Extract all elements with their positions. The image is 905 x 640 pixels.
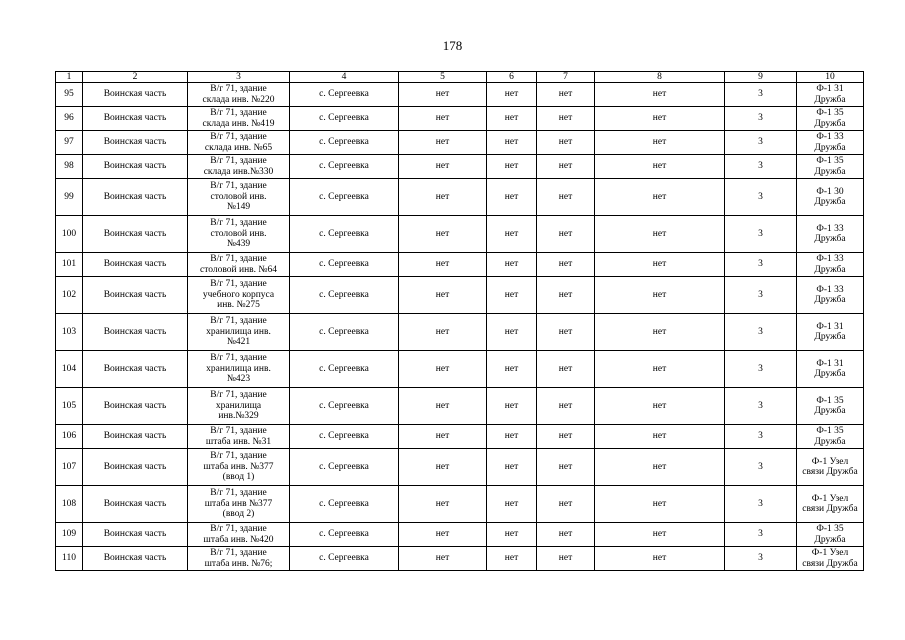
page-number: 178: [442, 38, 463, 53]
cell-line: Дружба: [814, 534, 846, 545]
location: с. Сергеевка: [290, 351, 399, 388]
col9-value: 3: [725, 449, 797, 486]
row-number: 110: [56, 547, 83, 571]
location: с. Сергеевка: [290, 449, 399, 486]
cell-line: Дружба: [814, 197, 846, 207]
object-name: [188, 351, 290, 388]
col5-value: нет: [399, 253, 487, 277]
cell-line: Ф-1 31: [816, 84, 844, 94]
cell-line: Ф-1 Узел: [811, 493, 849, 504]
row-number: 108: [56, 486, 83, 523]
col6-value: нет: [487, 216, 537, 253]
cell-line: №421: [226, 337, 251, 348]
col5-value: нет: [399, 547, 487, 571]
col6-value: нет: [487, 107, 537, 131]
col7-value: нет: [537, 449, 595, 486]
cell-line: Ф-1 33: [816, 132, 844, 142]
object-type: Воинская часть: [83, 216, 188, 253]
col5-value: нет: [399, 107, 487, 131]
object-type: Воинская часть: [83, 425, 188, 449]
col6-value: нет: [487, 523, 537, 547]
col7-value: нет: [537, 131, 595, 155]
column-header: 8: [595, 72, 725, 83]
col5-value: нет: [399, 523, 487, 547]
feeder: [797, 107, 864, 131]
col8-value: нет: [595, 216, 725, 253]
cell-line: склада инв.№330: [203, 166, 274, 177]
cell-line: Дружба: [814, 264, 846, 275]
table-row: [56, 486, 864, 523]
row-number: 101: [56, 253, 83, 277]
cell-line: Дружба: [814, 118, 846, 129]
row-number: 98: [56, 155, 83, 179]
col9-value: 3: [725, 277, 797, 314]
col9-value: 3: [725, 107, 797, 131]
col5-value: нет: [399, 351, 487, 388]
cell-line: хранилища инв.: [206, 363, 271, 374]
object-type: Воинская часть: [83, 107, 188, 131]
row-number: 102: [56, 277, 83, 314]
cell-line: Дружба: [814, 436, 846, 447]
column-header: 7: [537, 72, 595, 83]
cell-line: В/г 71, здание: [210, 132, 267, 142]
table-row: [56, 547, 864, 571]
object-type: Воинская часть: [83, 83, 188, 107]
cell-line: В/г 71, здание: [210, 390, 267, 401]
col8-value: нет: [595, 351, 725, 388]
col7-value: нет: [537, 253, 595, 277]
column-header: 2: [83, 72, 188, 83]
column-header: 6: [487, 72, 537, 83]
col8-value: нет: [595, 155, 725, 179]
col8-value: нет: [595, 253, 725, 277]
feeder: [797, 523, 864, 547]
object-type: Воинская часть: [83, 449, 188, 486]
location: с. Сергеевка: [290, 83, 399, 107]
col9-value: 3: [725, 388, 797, 425]
col6-value: нет: [487, 277, 537, 314]
location: с. Сергеевка: [290, 547, 399, 571]
cell-line: Дружба: [814, 332, 846, 342]
col6-value: нет: [487, 83, 537, 107]
cell-line: Дружба: [814, 234, 846, 244]
cell-line: В/г 71, здание: [210, 279, 267, 290]
col9-value: 3: [725, 83, 797, 107]
feeder: [797, 351, 864, 388]
object-type: Воинская часть: [83, 253, 188, 277]
object-name: [188, 425, 290, 449]
row-number: 97: [56, 131, 83, 155]
object-type: Воинская часть: [83, 547, 188, 571]
feeder: [797, 253, 864, 277]
col5-value: нет: [399, 486, 487, 523]
col7-value: нет: [537, 314, 595, 351]
col7-value: нет: [537, 425, 595, 449]
row-number: 106: [56, 425, 83, 449]
col9-value: 3: [725, 523, 797, 547]
col8-value: нет: [595, 83, 725, 107]
object-name: [188, 547, 290, 571]
col6-value: нет: [487, 253, 537, 277]
cell-line: штаба инв. №31: [205, 436, 272, 447]
feeder: [797, 179, 864, 216]
column-header: 1: [56, 72, 83, 83]
feeder: [797, 216, 864, 253]
col8-value: нет: [595, 547, 725, 571]
col6-value: нет: [487, 425, 537, 449]
col6-value: нет: [487, 131, 537, 155]
cell-line: связи Дружба: [802, 504, 858, 514]
cell-line: Дружба: [814, 166, 846, 177]
cell-line: склада инв. №65: [204, 142, 273, 153]
col7-value: нет: [537, 523, 595, 547]
col6-value: нет: [487, 155, 537, 179]
row-number: 107: [56, 449, 83, 486]
object-type: Воинская часть: [83, 486, 188, 523]
col5-value: нет: [399, 155, 487, 179]
table-row: [56, 277, 864, 314]
cell-line: Ф-1 35: [816, 156, 844, 166]
col5-value: нет: [399, 425, 487, 449]
col5-value: нет: [399, 277, 487, 314]
object-name: [188, 107, 290, 131]
object-name: [188, 83, 290, 107]
location: с. Сергеевка: [290, 179, 399, 216]
table-body: [56, 72, 864, 571]
table-row: [56, 351, 864, 388]
cell-line: Дружба: [814, 369, 846, 379]
table-row: [56, 253, 864, 277]
row-number: 96: [56, 107, 83, 131]
table-row: [56, 83, 864, 107]
cell-line: штаба инв. №377: [203, 461, 274, 472]
col9-value: 3: [725, 314, 797, 351]
cell-line: В/г 71, здание: [210, 451, 267, 462]
col7-value: нет: [537, 107, 595, 131]
location: с. Сергеевка: [290, 107, 399, 131]
column-header: 5: [399, 72, 487, 83]
col7-value: нет: [537, 179, 595, 216]
feeder: [797, 388, 864, 425]
row-number: 104: [56, 351, 83, 388]
table-row: [56, 179, 864, 216]
location: с. Сергеевка: [290, 216, 399, 253]
cell-line: Ф-1 31: [816, 358, 844, 369]
cell-line: В/г 71, здание: [210, 108, 267, 118]
cell-line: В/г 71, здание: [210, 84, 267, 94]
object-type: Воинская часть: [83, 277, 188, 314]
table-row: [56, 131, 864, 155]
cell-line: хранилища инв.: [206, 326, 271, 337]
location: с. Сергеевка: [290, 277, 399, 314]
cell-line: инв.№329: [218, 411, 259, 422]
cell-line: №149: [226, 202, 251, 213]
table-row: [56, 155, 864, 179]
cell-line: склада инв. №419: [202, 118, 275, 129]
location: с. Сергеевка: [290, 131, 399, 155]
feeder: [797, 155, 864, 179]
cell-line: Ф-1 35: [816, 524, 844, 534]
cell-line: связи Дружба: [802, 467, 858, 477]
object-type: Воинская часть: [83, 155, 188, 179]
feeder: [797, 449, 864, 486]
object-type: Воинская часть: [83, 523, 188, 547]
col5-value: нет: [399, 388, 487, 425]
location: с. Сергеевка: [290, 253, 399, 277]
cell-line: столовой инв.: [210, 228, 267, 239]
object-name: [188, 277, 290, 314]
object-name: [188, 314, 290, 351]
cell-line: штаба инв. №76;: [204, 558, 273, 569]
col9-value: 3: [725, 547, 797, 571]
col5-value: нет: [399, 449, 487, 486]
cell-line: Дружба: [814, 94, 846, 105]
col9-value: 3: [725, 253, 797, 277]
column-header: 10: [797, 72, 864, 83]
column-header: 3: [188, 72, 290, 83]
location: с. Сергеевка: [290, 314, 399, 351]
col6-value: нет: [487, 388, 537, 425]
cell-line: Дружба: [814, 295, 846, 305]
col8-value: нет: [595, 388, 725, 425]
object-name: [188, 216, 290, 253]
row-number: 105: [56, 388, 83, 425]
col8-value: нет: [595, 131, 725, 155]
feeder: [797, 131, 864, 155]
object-name: [188, 449, 290, 486]
cell-line: Ф-1 35: [816, 395, 844, 406]
col9-value: 3: [725, 179, 797, 216]
col6-value: нет: [487, 449, 537, 486]
cell-line: штаба инв №377: [204, 498, 273, 509]
cell-line: столовой инв. №64: [200, 264, 277, 275]
column-header: 9: [725, 72, 797, 83]
col5-value: нет: [399, 314, 487, 351]
object-type: Воинская часть: [83, 314, 188, 351]
object-type: Воинская часть: [83, 179, 188, 216]
col8-value: нет: [595, 277, 725, 314]
cell-line: №439: [226, 239, 251, 250]
col8-value: нет: [595, 486, 725, 523]
cell-line: В/г 71, здание: [210, 353, 267, 364]
location: с. Сергеевка: [290, 425, 399, 449]
table-row: [56, 216, 864, 253]
cell-line: инв. №275: [217, 300, 260, 311]
col7-value: нет: [537, 83, 595, 107]
cell-line: хранилища: [215, 400, 262, 411]
col6-value: нет: [487, 486, 537, 523]
col7-value: нет: [537, 351, 595, 388]
cell-line: учебного корпуса: [202, 289, 275, 300]
table-row: [56, 314, 864, 351]
cell-line: (ввод 2): [222, 509, 255, 520]
location: с. Сергеевка: [290, 486, 399, 523]
table-row: [56, 523, 864, 547]
object-type: Воинская часть: [83, 388, 188, 425]
col8-value: нет: [595, 425, 725, 449]
col5-value: нет: [399, 83, 487, 107]
col5-value: нет: [399, 131, 487, 155]
col6-value: нет: [487, 314, 537, 351]
col7-value: нет: [537, 388, 595, 425]
col8-value: нет: [595, 449, 725, 486]
col6-value: нет: [487, 547, 537, 571]
col9-value: 3: [725, 216, 797, 253]
cell-line: В/г 71, здание: [210, 156, 267, 166]
cell-line: В/г 71, здание: [210, 181, 267, 192]
cell-line: Ф-1 31: [816, 321, 844, 332]
cell-line: Ф-1 Узел: [811, 548, 849, 558]
object-name: [188, 155, 290, 179]
object-name: [188, 131, 290, 155]
cell-line: Ф-1 Узел: [811, 456, 849, 467]
col9-value: 3: [725, 425, 797, 449]
cell-line: склада инв. №220: [202, 94, 275, 105]
object-type: Воинская часть: [83, 131, 188, 155]
col6-value: нет: [487, 351, 537, 388]
cell-line: В/г 71, здание: [210, 548, 267, 558]
cell-line: В/г 71, здание: [210, 426, 267, 436]
object-name: [188, 523, 290, 547]
row-number: 100: [56, 216, 83, 253]
col7-value: нет: [537, 547, 595, 571]
col9-value: 3: [725, 155, 797, 179]
table-header-row: [56, 72, 864, 83]
cell-line: столовой инв.: [210, 191, 267, 202]
location: с. Сергеевка: [290, 155, 399, 179]
cell-line: Ф-1 30: [816, 186, 844, 197]
feeder: [797, 486, 864, 523]
object-type: Воинская часть: [83, 351, 188, 388]
cell-line: Ф-1 33: [816, 223, 844, 234]
feeder: [797, 83, 864, 107]
table-row: [56, 449, 864, 486]
row-number: 99: [56, 179, 83, 216]
cell-line: Ф-1 35: [816, 426, 844, 436]
col8-value: нет: [595, 314, 725, 351]
cell-line: Ф-1 33: [816, 254, 844, 264]
row-number: 103: [56, 314, 83, 351]
cell-line: Ф-1 33: [816, 284, 844, 295]
cell-line: Ф-1 35: [816, 108, 844, 118]
row-number: 95: [56, 83, 83, 107]
data-table: [55, 71, 864, 571]
object-name: [188, 253, 290, 277]
cell-line: В/г 71, здание: [210, 254, 267, 264]
col9-value: 3: [725, 131, 797, 155]
column-header: 4: [290, 72, 399, 83]
cell-line: В/г 71, здание: [210, 524, 267, 534]
col6-value: нет: [487, 179, 537, 216]
object-name: [188, 179, 290, 216]
col9-value: 3: [725, 351, 797, 388]
object-name: [188, 388, 290, 425]
col7-value: нет: [537, 277, 595, 314]
table-row: [56, 425, 864, 449]
cell-line: В/г 71, здание: [210, 316, 267, 327]
cell-line: В/г 71, здание: [210, 218, 267, 229]
col7-value: нет: [537, 216, 595, 253]
location: с. Сергеевка: [290, 523, 399, 547]
cell-line: №423: [226, 374, 251, 385]
col8-value: нет: [595, 523, 725, 547]
cell-line: Дружба: [814, 406, 846, 416]
col7-value: нет: [537, 155, 595, 179]
feeder: [797, 547, 864, 571]
cell-line: (ввод 1): [222, 472, 255, 483]
table-row: [56, 388, 864, 425]
row-number: 109: [56, 523, 83, 547]
col5-value: нет: [399, 216, 487, 253]
cell-line: связи Дружба: [802, 558, 858, 569]
object-name: [188, 486, 290, 523]
col5-value: нет: [399, 179, 487, 216]
table-row: [56, 107, 864, 131]
col8-value: нет: [595, 107, 725, 131]
cell-line: штаба инв. №420: [203, 534, 274, 545]
feeder: [797, 425, 864, 449]
col7-value: нет: [537, 486, 595, 523]
feeder: [797, 277, 864, 314]
cell-line: В/г 71, здание: [210, 488, 267, 499]
col8-value: нет: [595, 179, 725, 216]
feeder: [797, 314, 864, 351]
col9-value: 3: [725, 486, 797, 523]
cell-line: Дружба: [814, 142, 846, 153]
location: с. Сергеевка: [290, 388, 399, 425]
